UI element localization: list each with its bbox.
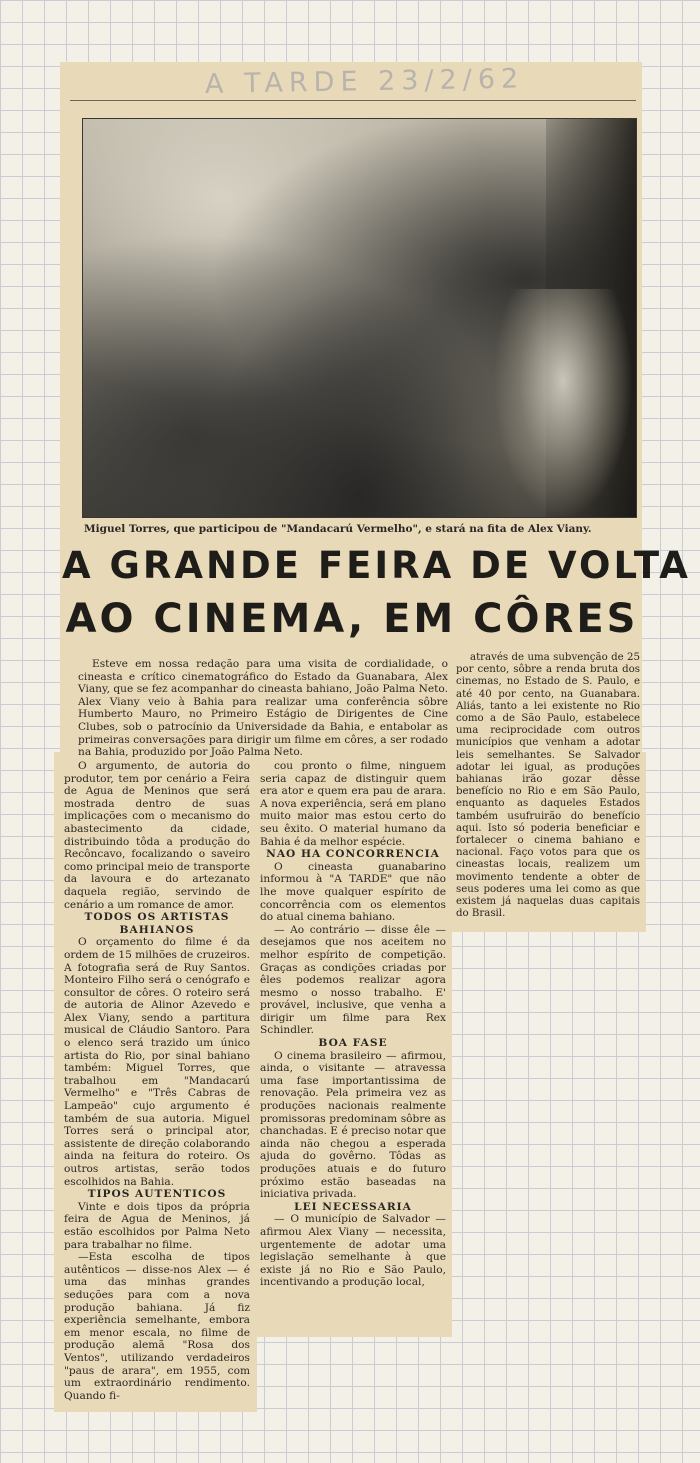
col2-heading1: NAO HA CONCORRENCIA xyxy=(266,848,440,861)
col3-p1: através de uma subvenção de 25 por cento, sôbre a renda bruta dos cinemas, no Estado de S. Paulo, e até 40 por cento, na Guanabara. Aliás, tanto a lei existente no Rio como a de São Paulo, estabelece uma reciprocidade com outros municípios que venham a adotar leis semelhantes. Se Salvador adotar lei igual, as produções bahianas irão gozar dêsse benefício no Rio e em São Paulo, enquanto as daqueles Estados também usufruirão do benefício aqui. Isto só poderia beneficiar e fortalecer o cinema bahiano e nacional. Faço votos para que os cineastas locais, realizem um movimento tendente a obter de seus poderes uma lei como as que existem já naquelas duas capitais do Brasil. xyxy=(456,652,640,920)
col2-p2: O cineasta guanabarino informou à "A TARDE" que não lhe move qualquer espírito de concorrência com os elementos do atual cinema bahiano. xyxy=(260,860,446,924)
headline-line1: A GRANDE FEIRA DE VOLTA xyxy=(62,544,691,587)
column-2 xyxy=(260,760,446,1289)
man-figure xyxy=(493,289,633,519)
col2-p4: O cinema brasileiro — afirmou, ainda, o visitante — atravessa uma fase importantissima de renovação. Pela primeira vez as produções nacionais realmente promissoras predominam sôbre as chanchadas. E é preciso notar que ainda não chegou a esperada ajuda do govêrno. Tôdas as produções atuais e do futuro próximo estão baseadas na iniciativa privada. xyxy=(260,1049,446,1201)
photo xyxy=(82,118,637,518)
col1-heading2: TIPOS AUTENTICOS xyxy=(87,1188,227,1201)
col1-p2: O orçamento do filme é da ordem de 15 milhões de cruzeiros. A fotografia será de Ruy Santos. Monteiro Filho será o cenógrafo e consultor de côres. O roteiro será de autoria de Alinor Azevedo e Alex Viany, sendo a partitura musical de Cláudio Santoro. Para o elenco será trazido um único artista do Rio, por sinal bahiano também: Miguel Torres, que trabalhou em "Mandacarú Vermelho" e "Três Cabras de Lampeão" cujo argumento é também de sua autoria. Miguel Torres será o principal ator, assistente de direção colaborando ainda na feitura do roteiro. Os outros artistas, serão todos escolhidos na Bahia. xyxy=(64,936,250,1188)
col2-p5: — O município de Salvador — afirmou Alex Viany — necessita, urgentemente de adotar uma legislação semelhante à que existe já no Rio e São Paulo, incentivando a produção local, xyxy=(260,1213,446,1289)
lead-text: Esteve em nossa redação para uma visita de cordialidade, o cineasta e crítico cinematográfico do Estado da Guanabara, Alex Viany, que se fez acompanhar do cineasta bahiano, João Palma Neto. Alex Viany veio à Bahia para realizar uma conferência sôbre Humberto Mauro, no Primeiro Estágio de Dirigentes de Cine Clubes, sob o patrocínio da Universidade da Bahia, e entabolar as primeiras conversações para dirigir um filme em côres, a ser rodado na Bahia, produzido por João Palma Neto. xyxy=(78,658,448,759)
headline-line2: AO CINEMA, EM CÔRES xyxy=(65,596,639,642)
col2-p3: — Ao contrário — disse êle — desejamos que nos aceitem no melhor espírito de competição. Graças as condições criadas por êles podemos realizar agora mesmo o nosso trabalho. E' provável, inclusive, que venha a dirigir um filme para Rex Schindler. xyxy=(260,923,446,1037)
lead-paragraph xyxy=(78,658,448,759)
col1-heading1: TODOS OS ARTISTAS BAHIANOS xyxy=(84,911,230,936)
column-1 xyxy=(64,760,250,1402)
col1-p3: Vinte e dois tipos da própria feira de Agua de Meninos, já estão escolhidos por Palma Neto para trabalhar no filme. xyxy=(64,1200,250,1251)
col2-heading3: LEI NECESSARIA xyxy=(294,1200,412,1213)
col2-heading2: BOA FASE xyxy=(318,1037,388,1050)
handwritten-note: A TARDE 23/2/62 xyxy=(204,63,525,100)
photo-caption: Miguel Torres, que participou de "Mandacarú Vermelho", e stará na fita de Alex Viany. xyxy=(84,523,592,535)
col1-p1: O argumento, de autoria do produtor, tem por cenário a Feira de Agua de Meninos que será mostrada dentro de suas implicações com o mecanismo do abastecimento da cidade, distribuindo tôda a produção do Recôncavo, focalizando o saveiro como principal meio de transporte da lavoura e do artezanato daquela região, servindo de cenário a um romance de amor. xyxy=(64,760,250,911)
column-3 xyxy=(456,652,640,920)
col1-p4: —Esta escolha de tipos autênticos — disse-nos Alex — é uma das minhas grandes seduções para com a nova produção bahiana. Já fiz experiência semelhante, embora em menor escala, no filme de produção alemã "Rosa dos Ventos", utilizando verdadeiros "paus de arara", em 1955, com um extraordinário rendimento. Quando fi- xyxy=(64,1251,250,1402)
col2-p1: cou pronto o filme, ninguem seria capaz de distinguir quem era ator e quem era pau de arara. A nova experiência, será em plano muito maior mas estou certo do seu êxito. O material humano da Bahia é da melhor espécie. xyxy=(260,760,446,848)
header-rule xyxy=(70,100,636,101)
